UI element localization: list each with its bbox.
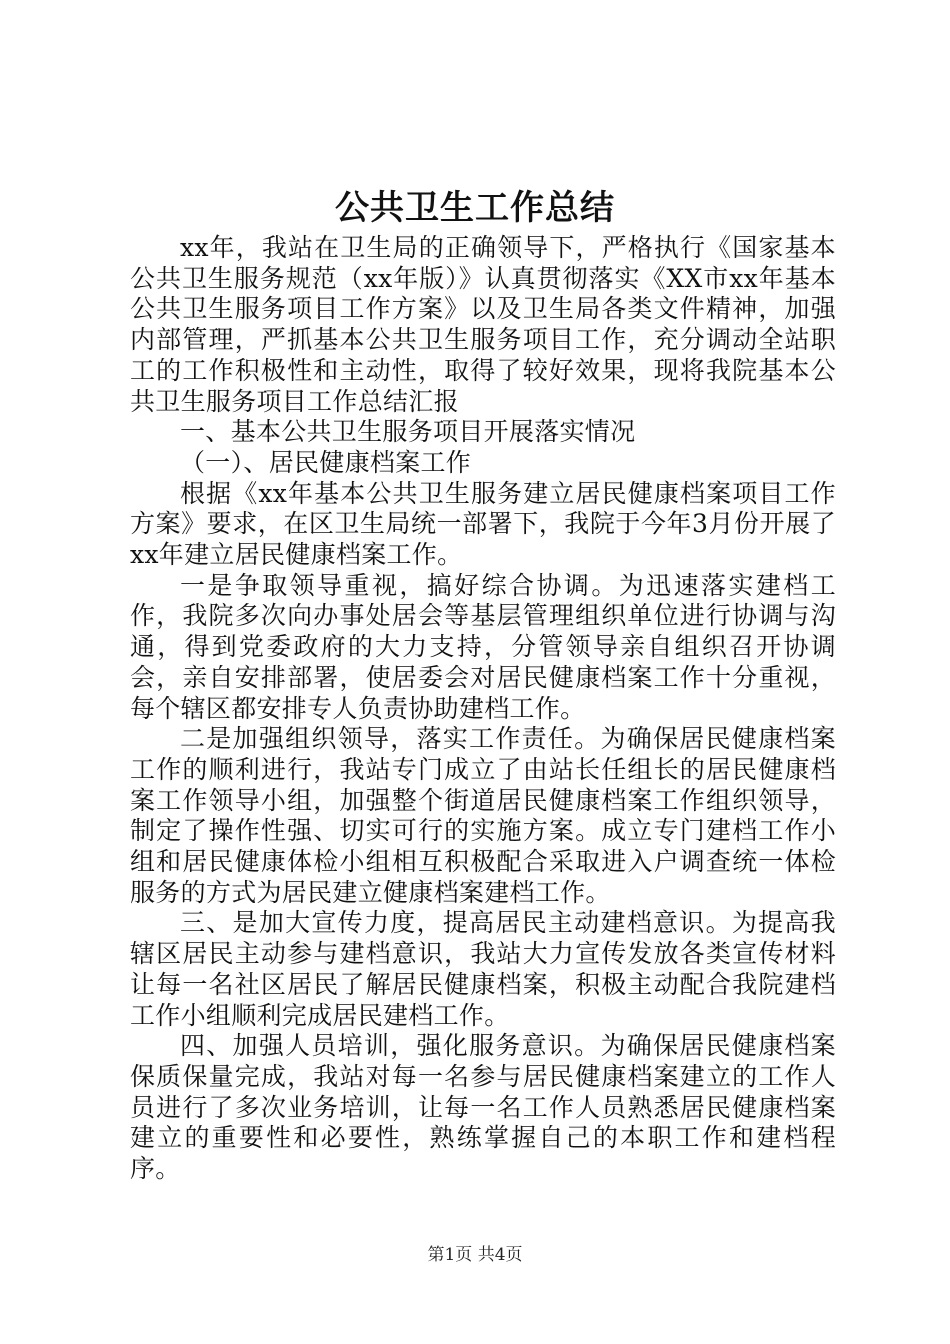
paragraph-intro: xx年，我站在卫生局的正确领导下，严格执行《国家基本公共卫生服务规范（xx年版）》认真贯彻落实《XX市xx年基本公共卫生服务项目工作方案》以及卫生局各类文件精神，加强内部管理，严抓基本公共卫生服务项目工作，充分调动全站职工的工作积极性和主动性，取得了较好效果，现将我院基本公共卫生服务项目工作总结汇报	[130, 233, 836, 416]
paragraph-point-four: 四、加强人员培训，强化服务意识。为确保居民健康档案保质保量完成，我站对每一名参与居民健康档案建立的工作人员进行了多次业务培训，让每一名工作人员熟悉居民健康档案建立的重要性和必要性，熟练掌握自己的本职工作和建档程序。	[130, 1031, 836, 1184]
paragraph-point-three: 三、是加大宣传力度，提高居民主动建档意识。为提高我辖区居民主动参与建档意识，我站大力宣传发放各类宣传材料让每一名社区居民了解居民健康档案，积极主动配合我院建档工作小组顺利完成居民建档工作。	[130, 908, 836, 1030]
page-number-footer: 第1页 共4页	[427, 1245, 523, 1265]
document-title: 公共卫生工作总结	[335, 188, 615, 228]
section-heading: 一、基本公共卫生服务项目开展落实情况	[180, 417, 636, 447]
subsection-heading: （一）、居民健康档案工作	[180, 447, 472, 477]
document-body	[130, 233, 836, 1185]
paragraph-point-one: 一是争取领导重视，搞好综合协调。为迅速落实建档工作，我院多次向办事处居会等基层管理组织单位进行协调与沟通，得到党委政府的大力支持，分管领导亲自组织召开协调会，亲自安排部署，使居委会对居民健康档案工作十分重视，每个辖区都安排专人负责协助建档工作。	[130, 570, 836, 723]
paragraph-point-two: 二是加强组织领导，落实工作责任。为确保居民健康档案工作的顺利进行，我站专门成立了由站长任组长的居民健康档案工作领导小组，加强整个街道居民健康档案工作组织领导，制定了操作性强、切实可行的实施方案。成立专门建档工作小组和居民健康体检小组相互积极配合采取进入户调查统一体检服务的方式为居民建立健康档案建档工作。	[130, 724, 836, 907]
paragraph-basis: 根据《xx年基本公共卫生服务建立居民健康档案项目工作方案》要求，在区卫生局统一部署下，我院于今年3月份开展了xx年建立居民健康档案工作。	[130, 478, 836, 570]
